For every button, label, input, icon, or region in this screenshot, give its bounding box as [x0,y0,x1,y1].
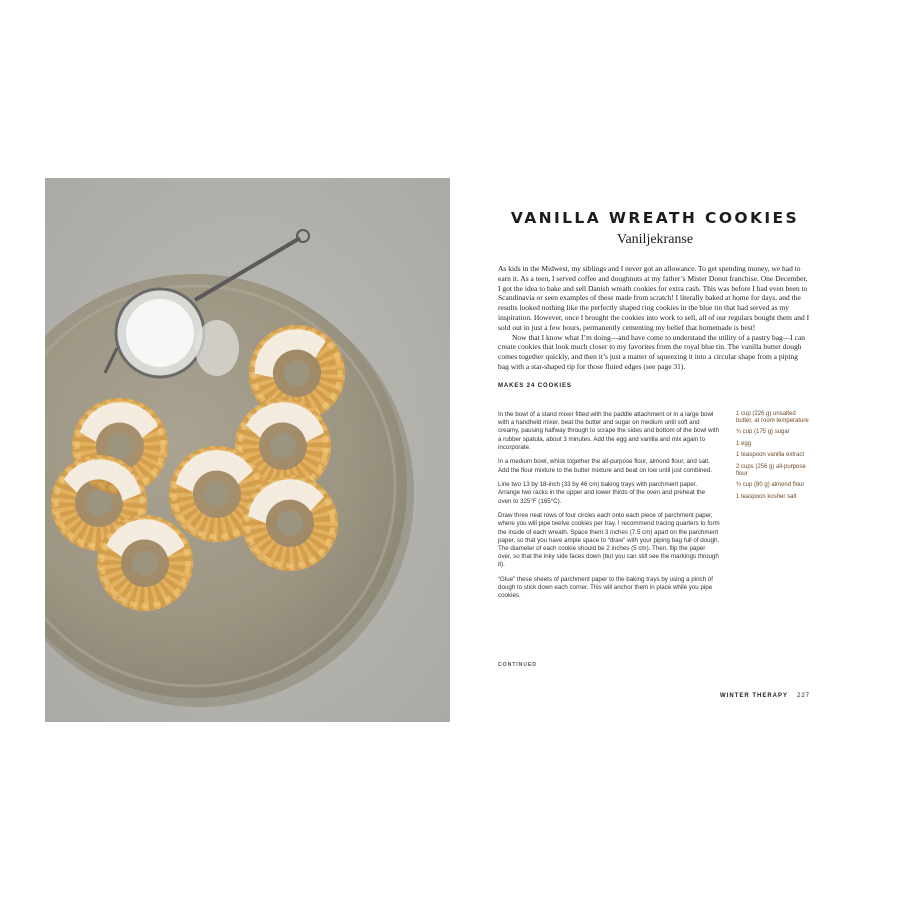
method-step: In a medium bowl, whisk together the all-purpose flour, almond flour, and salt. Add the flour mixture to the butter mixture and beat on low until just combined. [498,458,712,474]
continued-label: CONTINUED [498,662,537,668]
ingredient-item: ¾ cup (175 g) sugar [736,429,790,436]
method-step: Line two 13 by 18-inch (33 by 46 cm) baking trays with parchment paper. Arrange two racks in the upper and lower thirds of the oven and preheat the oven to 325°F (165°C). [498,481,706,505]
page-footer [720,693,810,699]
intro-paragraph-2: Now that I know what I’m doing—and have come to understand the utility of a pastry bag—I can create cookies that look much closer to my favorites from the royal blue tin. The vanilla butter dough comes together quickly, and then it’s just a matter of squeezing it into a circular shape from a piping bag with a star-shaped tip for those fluted edges (see page 31). [498,332,806,371]
ingredient-item: 1 egg [736,440,752,447]
ingredient-item: 2 cups (256 g) all-purpose flour [736,463,806,477]
recipe-title: VANILLA WREATH COOKIES [510,209,800,227]
method-step: Draw three neat rows of four circles each onto each piece of parchment paper, where you will pipe twelve cookies per tray. I recommend tracing quarters to form the inside of each wreath. Space them 3 inches (7.5 cm) apart on the parchment paper, so that you have ample space to “draw” with your piping bag full of dough. The diameter of each cookie should be 2 inches (5 cm). Then, flip the paper over, so that the inky side faces down (but you can still see the markings through it). [498,512,720,569]
ingredient-item: 1 teaspoon kosher salt [736,493,797,500]
recipe-subtitle: Vaniljekranse [616,232,694,247]
ingredient-item: ¾ cup (80 g) almond flour [736,482,805,489]
method-step: “Glue” these sheets of parchment paper to the baking trays by using a pinch of dough to stick down each corner. This will anchor them in place while you pipe cookies. [498,576,713,600]
method-step: In the bowl of a stand mixer fitted with the paddle attachment or in a large bowl with a handheld mixer, beat the butter and sugar on medium until soft and creamy, pausing halfway through to scrape the sides and bottom of the bowl with a rubber spatula, about 3 minutes. Add the egg and vanilla and mix again to incorporate. [498,411,720,451]
yield-label: MAKES 24 COOKIES [498,383,572,389]
method-steps [498,411,720,607]
intro-text [498,264,810,372]
section-name: WINTER THERAPY [719,693,788,699]
ingredient-item: 1 cup (226 g) unsalted butter, at room temperature [736,411,809,424]
ingredient-list [736,411,810,505]
intro-paragraph-1: As kids in the Midwest, my siblings and I never got an allowance. To get spending money, we had to earn it. As a teen, I served coffee and doughnuts at my father’s Mister Donut franchise. One December, I got the idea to bake and sell Danish wreath cookies for extra cash. This was before I had even been to Scandinavia or seen examples of these made from scratch! I literally baked at home for days, and the results looked nothing like the perfectly shaped ring cookies in the blue tin that had served as my inspiration. However, once I brought the cookies into work to sell, all of our regulars bought them and I sold out in just a few hours, permanently cementing my belief that homemade is best! [498,264,810,332]
ingredient-item: 1 teaspoon vanilla extract [736,452,805,459]
page-number: 227 [796,693,810,699]
cookie-photo [45,178,450,722]
